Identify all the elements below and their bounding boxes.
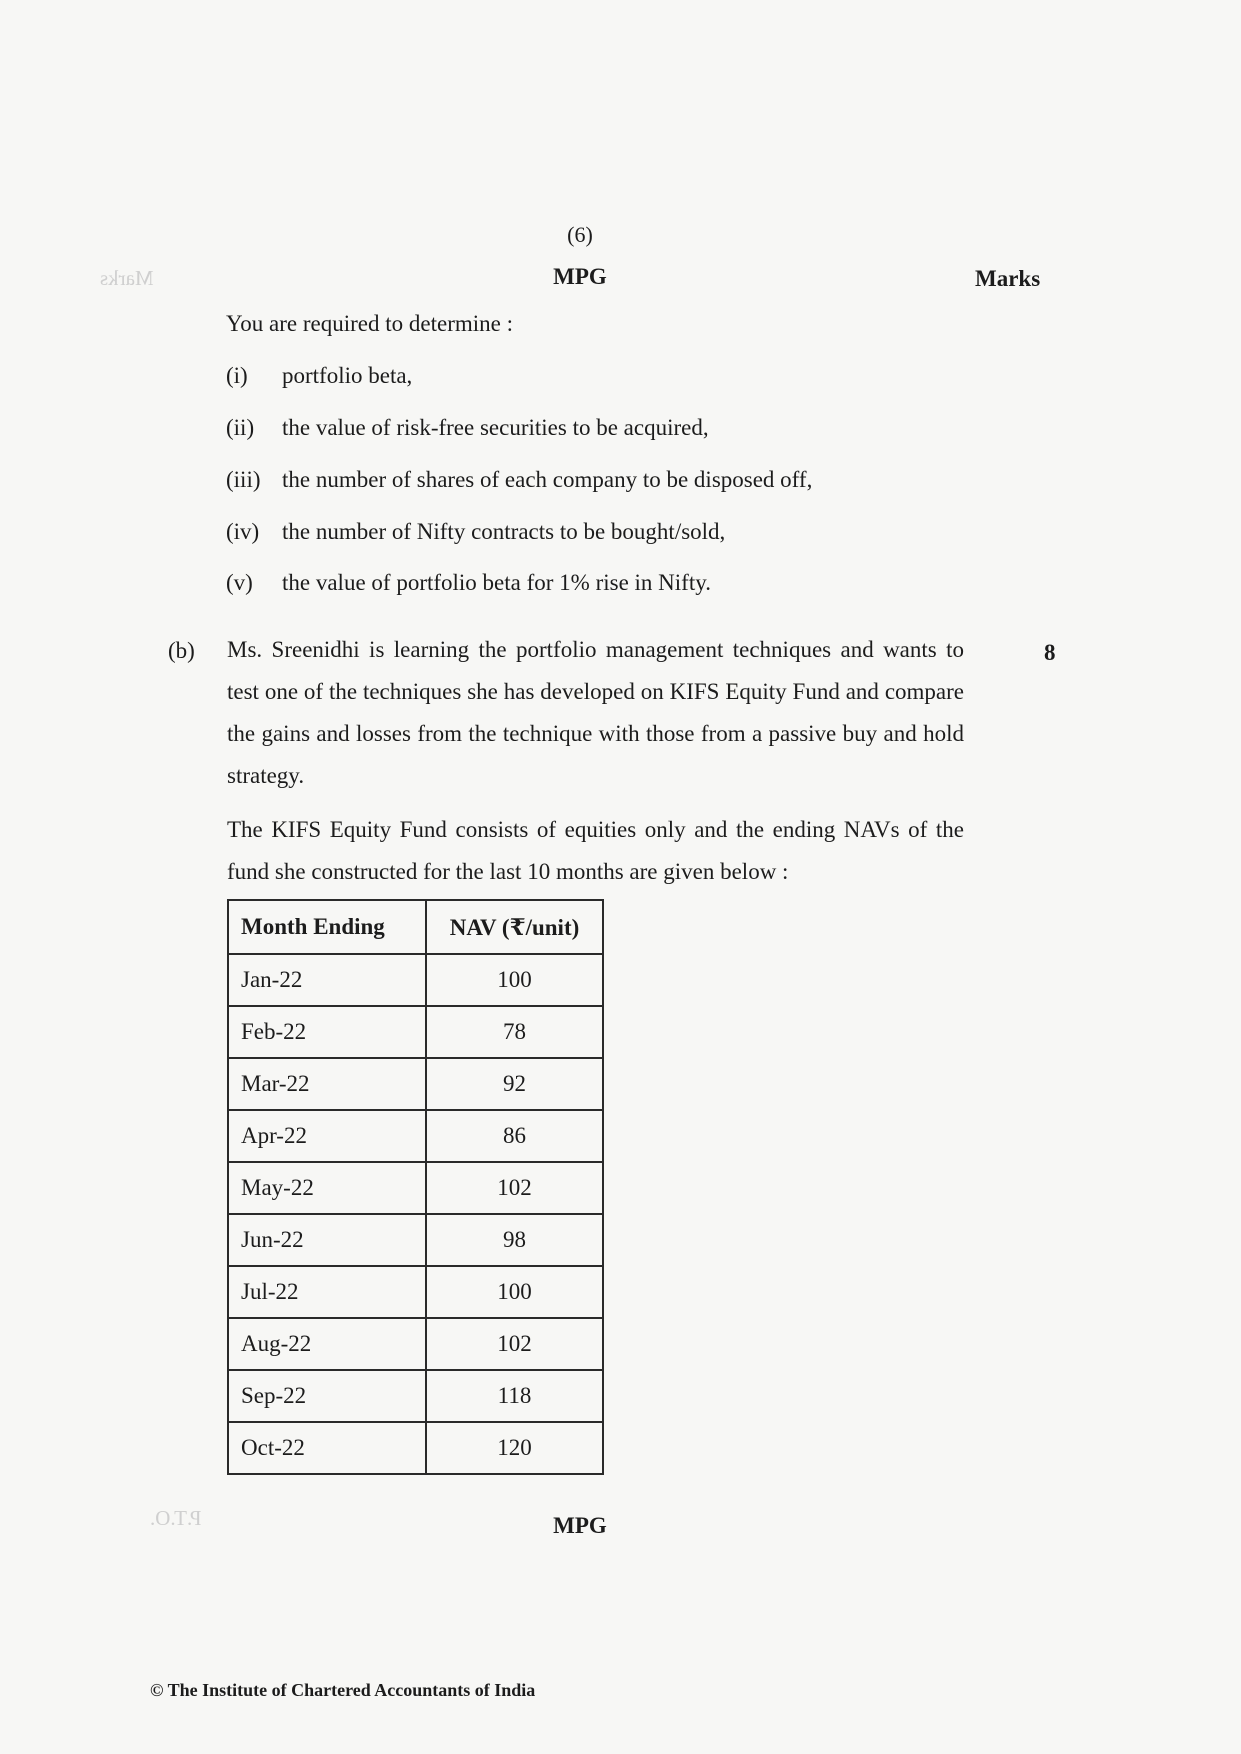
- item-text: the number of shares of each company to be disposed off,: [282, 467, 813, 492]
- month-cell: Mar-22: [228, 1058, 426, 1110]
- column-header-month: Month Ending: [228, 900, 426, 954]
- question-item: [226, 363, 412, 389]
- table-row: [228, 1422, 603, 1474]
- nav-cell: 100: [426, 1266, 603, 1318]
- table-row: [228, 1058, 603, 1110]
- item-text: the value of portfolio beta for 1% rise in Nifty.: [282, 570, 711, 595]
- question-item: [226, 467, 812, 493]
- nav-cell: 86: [426, 1110, 603, 1162]
- question-paragraph: Ms. Sreenidhi is learning the portfolio management techniques and wants to test one of the techniques she has developed on KIFS Equity Fund and compare the gains and losses from the technique with those from a passive buy and hold strategy.: [227, 637, 964, 788]
- item-number: (iv): [226, 519, 260, 544]
- nav-cell: 120: [426, 1422, 603, 1474]
- nav-cell: 100: [426, 954, 603, 1006]
- table-row: [228, 1318, 603, 1370]
- marks-heading: Marks: [975, 266, 1041, 291]
- table-row: [228, 1370, 603, 1422]
- paper-code-bottom: MPG: [553, 1513, 607, 1538]
- table-header-row: [228, 900, 603, 954]
- item-number: (i): [226, 363, 248, 388]
- nav-cell: 102: [426, 1318, 603, 1370]
- item-text: portfolio beta,: [282, 363, 413, 388]
- item-number: (v): [226, 570, 253, 595]
- item-text: the number of Nifty contracts to be bought/sold,: [282, 519, 726, 544]
- paper-code: MPG: [553, 264, 607, 289]
- page-number: (6): [567, 222, 593, 247]
- nav-cell: 98: [426, 1214, 603, 1266]
- month-cell: Apr-22: [228, 1110, 426, 1162]
- nav-cell: 118: [426, 1370, 603, 1422]
- month-cell: Feb-22: [228, 1006, 426, 1058]
- month-cell: Jul-22: [228, 1266, 426, 1318]
- table-row: [228, 954, 603, 1006]
- table-row: [228, 1110, 603, 1162]
- month-cell: Oct-22: [228, 1422, 426, 1474]
- copyright-footer: © The Institute of Chartered Accountants of India: [150, 1680, 536, 1700]
- table-row: [228, 1266, 603, 1318]
- question-intro: You are required to determine :: [226, 311, 513, 336]
- nav-cell: 92: [426, 1058, 603, 1110]
- table-row: [228, 1214, 603, 1266]
- item-number: (ii): [226, 415, 255, 440]
- nav-table: [227, 899, 604, 1475]
- nav-cell: 78: [426, 1006, 603, 1058]
- question-item: [226, 570, 711, 596]
- month-cell: Sep-22: [228, 1370, 426, 1422]
- show-through-text: P.T.O.: [150, 1506, 202, 1530]
- month-cell: Jun-22: [228, 1214, 426, 1266]
- table-row: [228, 1162, 603, 1214]
- question-item: [226, 519, 725, 545]
- question-item: [226, 415, 709, 441]
- question-paragraph: The KIFS Equity Fund consists of equities only and the ending NAVs of the fund she constructed for the last 10 months are given below :: [227, 817, 964, 884]
- marks-value: 8: [1044, 640, 1056, 665]
- nav-cell: 102: [426, 1162, 603, 1214]
- month-cell: Jan-22: [228, 954, 426, 1006]
- month-cell: Aug-22: [228, 1318, 426, 1370]
- column-header-nav: NAV (₹/unit): [426, 900, 603, 954]
- table-row: [228, 1006, 603, 1058]
- item-text: the value of risk-free securities to be acquired,: [282, 415, 709, 440]
- question-label: (b): [168, 638, 195, 663]
- show-through-text: Marks: [100, 266, 154, 290]
- month-cell: May-22: [228, 1162, 426, 1214]
- item-number: (iii): [226, 467, 261, 492]
